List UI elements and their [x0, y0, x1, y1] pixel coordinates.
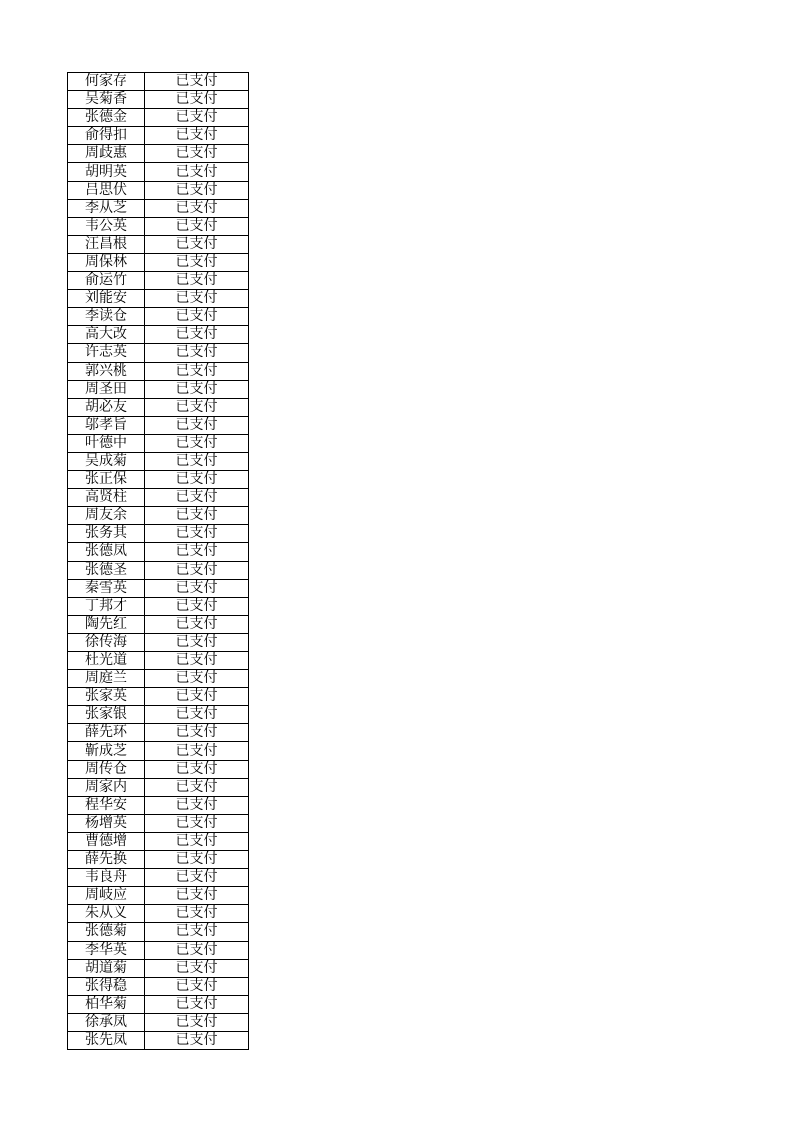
name-cell: 柏华菊 — [68, 995, 145, 1013]
table-row — [68, 579, 249, 597]
table-row — [68, 326, 249, 344]
name-cell: 胡道菊 — [68, 959, 145, 977]
table-row — [68, 905, 249, 923]
name-cell: 张正保 — [68, 471, 145, 489]
name-cell: 韦良舟 — [68, 869, 145, 887]
name-cell: 张德金 — [68, 109, 145, 127]
table-row — [68, 290, 249, 308]
name-cell: 胡明英 — [68, 163, 145, 181]
name-cell: 杜光道 — [68, 652, 145, 670]
status-cell: 已支付 — [145, 959, 249, 977]
status-cell: 已支付 — [145, 127, 249, 145]
name-cell: 高大改 — [68, 326, 145, 344]
table-row — [68, 163, 249, 181]
table-row — [68, 109, 249, 127]
payment-table-body — [68, 73, 249, 1050]
name-cell: 许志英 — [68, 344, 145, 362]
name-cell: 丁邦才 — [68, 597, 145, 615]
status-cell: 已支付 — [145, 995, 249, 1013]
name-cell: 周歧惠 — [68, 145, 145, 163]
name-cell: 李华英 — [68, 941, 145, 959]
status-cell: 已支付 — [145, 814, 249, 832]
name-cell: 邬孝旨 — [68, 416, 145, 434]
table-row — [68, 452, 249, 470]
status-cell: 已支付 — [145, 941, 249, 959]
name-cell: 李读仓 — [68, 308, 145, 326]
table-row — [68, 814, 249, 832]
table-row — [68, 471, 249, 489]
table-row — [68, 724, 249, 742]
status-cell: 已支付 — [145, 380, 249, 398]
name-cell: 张务其 — [68, 525, 145, 543]
name-cell: 薛先换 — [68, 851, 145, 869]
table-row — [68, 670, 249, 688]
name-cell: 张得稳 — [68, 977, 145, 995]
status-cell: 已支付 — [145, 633, 249, 651]
table-row — [68, 633, 249, 651]
name-cell: 吴成菊 — [68, 452, 145, 470]
table-row — [68, 941, 249, 959]
status-cell: 已支付 — [145, 796, 249, 814]
table-row — [68, 615, 249, 633]
table-row — [68, 887, 249, 905]
status-cell: 已支付 — [145, 652, 249, 670]
table-row — [68, 145, 249, 163]
status-cell: 已支付 — [145, 326, 249, 344]
name-cell: 程华安 — [68, 796, 145, 814]
status-cell: 已支付 — [145, 832, 249, 850]
name-cell: 徐承凤 — [68, 1013, 145, 1031]
status-cell: 已支付 — [145, 869, 249, 887]
name-cell: 高贤柱 — [68, 489, 145, 507]
status-cell: 已支付 — [145, 489, 249, 507]
table-row — [68, 977, 249, 995]
name-cell: 周传仓 — [68, 760, 145, 778]
table-row — [68, 272, 249, 290]
status-cell: 已支付 — [145, 434, 249, 452]
status-cell: 已支付 — [145, 73, 249, 91]
table-row — [68, 398, 249, 416]
name-cell: 周庭兰 — [68, 670, 145, 688]
name-cell: 张家英 — [68, 688, 145, 706]
table-row — [68, 923, 249, 941]
status-cell: 已支付 — [145, 688, 249, 706]
status-cell: 已支付 — [145, 977, 249, 995]
status-cell: 已支付 — [145, 308, 249, 326]
table-row — [68, 73, 249, 91]
name-cell: 张德菊 — [68, 923, 145, 941]
name-cell: 汪昌根 — [68, 235, 145, 253]
payment-sheet — [67, 72, 249, 1050]
table-row — [68, 489, 249, 507]
status-cell: 已支付 — [145, 1031, 249, 1049]
status-cell: 已支付 — [145, 706, 249, 724]
table-row — [68, 959, 249, 977]
table-row — [68, 308, 249, 326]
name-cell: 秦雪英 — [68, 579, 145, 597]
name-cell: 曹德增 — [68, 832, 145, 850]
table-row — [68, 832, 249, 850]
name-cell: 周家内 — [68, 778, 145, 796]
name-cell: 叶德中 — [68, 434, 145, 452]
name-cell: 李从芝 — [68, 199, 145, 217]
table-row — [68, 217, 249, 235]
name-cell: 刘能安 — [68, 290, 145, 308]
table-row — [68, 253, 249, 271]
table-row — [68, 561, 249, 579]
status-cell: 已支付 — [145, 507, 249, 525]
name-cell: 张德凤 — [68, 543, 145, 561]
name-cell: 周岐应 — [68, 887, 145, 905]
name-cell: 徐传海 — [68, 633, 145, 651]
name-cell: 何家存 — [68, 73, 145, 91]
status-cell: 已支付 — [145, 290, 249, 308]
table-row — [68, 181, 249, 199]
status-cell: 已支付 — [145, 760, 249, 778]
table-row — [68, 995, 249, 1013]
table-row — [68, 525, 249, 543]
table-row — [68, 344, 249, 362]
status-cell: 已支付 — [145, 923, 249, 941]
status-cell: 已支付 — [145, 851, 249, 869]
table-row — [68, 1013, 249, 1031]
name-cell: 周友余 — [68, 507, 145, 525]
status-cell: 已支付 — [145, 742, 249, 760]
table-row — [68, 597, 249, 615]
name-cell: 靳成芝 — [68, 742, 145, 760]
status-cell: 已支付 — [145, 724, 249, 742]
status-cell: 已支付 — [145, 362, 249, 380]
table-row — [68, 1031, 249, 1049]
table-row — [68, 434, 249, 452]
status-cell: 已支付 — [145, 905, 249, 923]
status-cell: 已支付 — [145, 235, 249, 253]
table-row — [68, 543, 249, 561]
status-cell: 已支付 — [145, 778, 249, 796]
status-cell: 已支付 — [145, 597, 249, 615]
status-cell: 已支付 — [145, 181, 249, 199]
status-cell: 已支付 — [145, 253, 249, 271]
table-row — [68, 127, 249, 145]
name-cell: 吴菊香 — [68, 91, 145, 109]
status-cell: 已支付 — [145, 887, 249, 905]
name-cell: 郭兴桃 — [68, 362, 145, 380]
status-cell: 已支付 — [145, 163, 249, 181]
status-cell: 已支付 — [145, 543, 249, 561]
table-row — [68, 362, 249, 380]
status-cell: 已支付 — [145, 416, 249, 434]
name-cell: 周圣田 — [68, 380, 145, 398]
table-row — [68, 778, 249, 796]
table-row — [68, 507, 249, 525]
table-row — [68, 851, 249, 869]
name-cell: 周保林 — [68, 253, 145, 271]
name-cell: 张德圣 — [68, 561, 145, 579]
table-row — [68, 760, 249, 778]
name-cell: 胡必友 — [68, 398, 145, 416]
status-cell: 已支付 — [145, 471, 249, 489]
status-cell: 已支付 — [145, 145, 249, 163]
table-row — [68, 652, 249, 670]
table-row — [68, 380, 249, 398]
status-cell: 已支付 — [145, 398, 249, 416]
status-cell: 已支付 — [145, 91, 249, 109]
name-cell: 杨增英 — [68, 814, 145, 832]
table-row — [68, 199, 249, 217]
table-row — [68, 91, 249, 109]
status-cell: 已支付 — [145, 344, 249, 362]
name-cell: 张家银 — [68, 706, 145, 724]
status-cell: 已支付 — [145, 452, 249, 470]
table-row — [68, 706, 249, 724]
status-cell: 已支付 — [145, 670, 249, 688]
table-row — [68, 235, 249, 253]
status-cell: 已支付 — [145, 272, 249, 290]
name-cell: 俞得扣 — [68, 127, 145, 145]
status-cell: 已支付 — [145, 561, 249, 579]
name-cell: 俞运竹 — [68, 272, 145, 290]
status-cell: 已支付 — [145, 1013, 249, 1031]
table-row — [68, 688, 249, 706]
status-cell: 已支付 — [145, 109, 249, 127]
status-cell: 已支付 — [145, 525, 249, 543]
table-row — [68, 869, 249, 887]
table-row — [68, 416, 249, 434]
table-row — [68, 742, 249, 760]
table-row — [68, 796, 249, 814]
name-cell: 陶先红 — [68, 615, 145, 633]
name-cell: 韦公英 — [68, 217, 145, 235]
name-cell: 薛先环 — [68, 724, 145, 742]
payment-table — [67, 72, 249, 1050]
name-cell: 朱从义 — [68, 905, 145, 923]
status-cell: 已支付 — [145, 199, 249, 217]
status-cell: 已支付 — [145, 579, 249, 597]
status-cell: 已支付 — [145, 615, 249, 633]
name-cell: 张先凤 — [68, 1031, 145, 1049]
status-cell: 已支付 — [145, 217, 249, 235]
name-cell: 吕思伏 — [68, 181, 145, 199]
